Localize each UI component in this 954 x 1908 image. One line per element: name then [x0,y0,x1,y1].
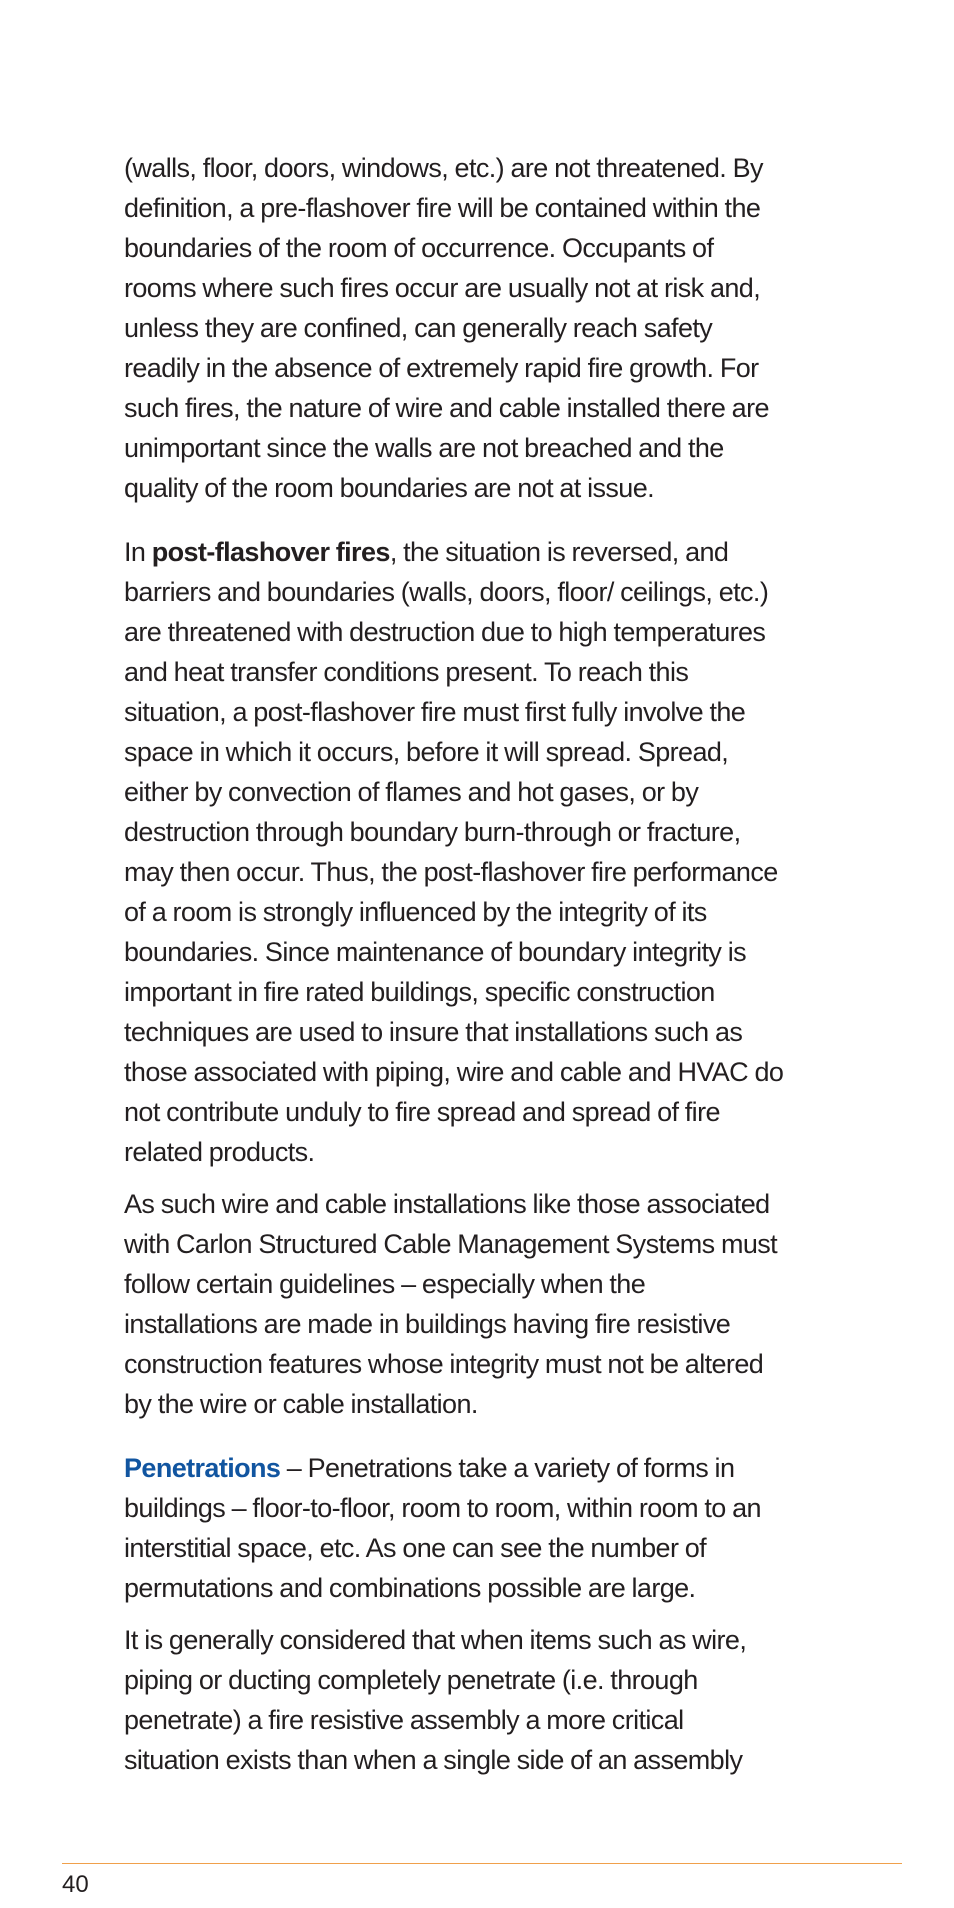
penetrations-heading: Penetrations [124,1453,281,1483]
post-flashover-term: post-flashover fires [151,537,390,567]
penetrations-body-text: – Penetrations take a variety of forms in buildings – floor-to-floor, room to room, within room to an interstitial space, etc. As one can see the number of permutations and combinations possible are large. [124,1453,761,1603]
paragraph-body-text: , the situation is reversed, and barriers and boundaries (walls, doors, floor/ ceilings, etc.) are threatened with destruction due to high temperatures and heat transfer conditions present. To reach this situation, a post-flashover fire must first fully involve the space in which it occurs, before it will spread. Spread, either by convection of flames and hot gases, or by destruction through boundary burn-through or fracture, may then occur. Thus, the post-flashover fire performance of a room is strongly influenced by the integrity of its boundaries. Since maintenance of boundary integrity is important in fire rated buildings, specific construction techniques are used to insure that installations such as those associated with piping, wire and cable and HVAC do not contribute unduly to fire spread and spread of fire related products. [124,537,784,1167]
page-number: 40 [62,1871,89,1898]
paragraph-lead-text: In [124,537,152,567]
paragraph-post-flashover [124,532,784,1172]
footer-divider [62,1863,902,1864]
paragraph-pre-flashover: (walls, floor, doors, windows, etc.) are not threatened. By definition, a pre-flashover fire will be contained within the boundaries of the room of occurrence. Occupants of rooms where such fires occur are usually not at risk and, unless they are confined, can generally reach safety readily in the absence of extremely rapid fire growth. For such fires, the nature of wire and cable installed there are unimportant since the walls are not breached and the quality of the room boundaries are not at issue. [124,153,769,503]
paragraph-through-penetration: It is generally considered that when items such as wire, piping or ducting completely penetrate (i.e. through penetrate) a fire resistive assembly a more critical situation exists than when a single side of an assembly [124,1625,747,1775]
body-text-column [124,148,784,1780]
paragraph-penetrations [124,1448,784,1608]
paragraph-installation-guidelines: As such wire and cable installations like those associated with Carlon Structured Cable Management Systems must follow certain guidelines – especially when the installations are made in buildings having fire resistive construction features whose integrity must not be altered by the wire or cable installation. [124,1189,778,1419]
